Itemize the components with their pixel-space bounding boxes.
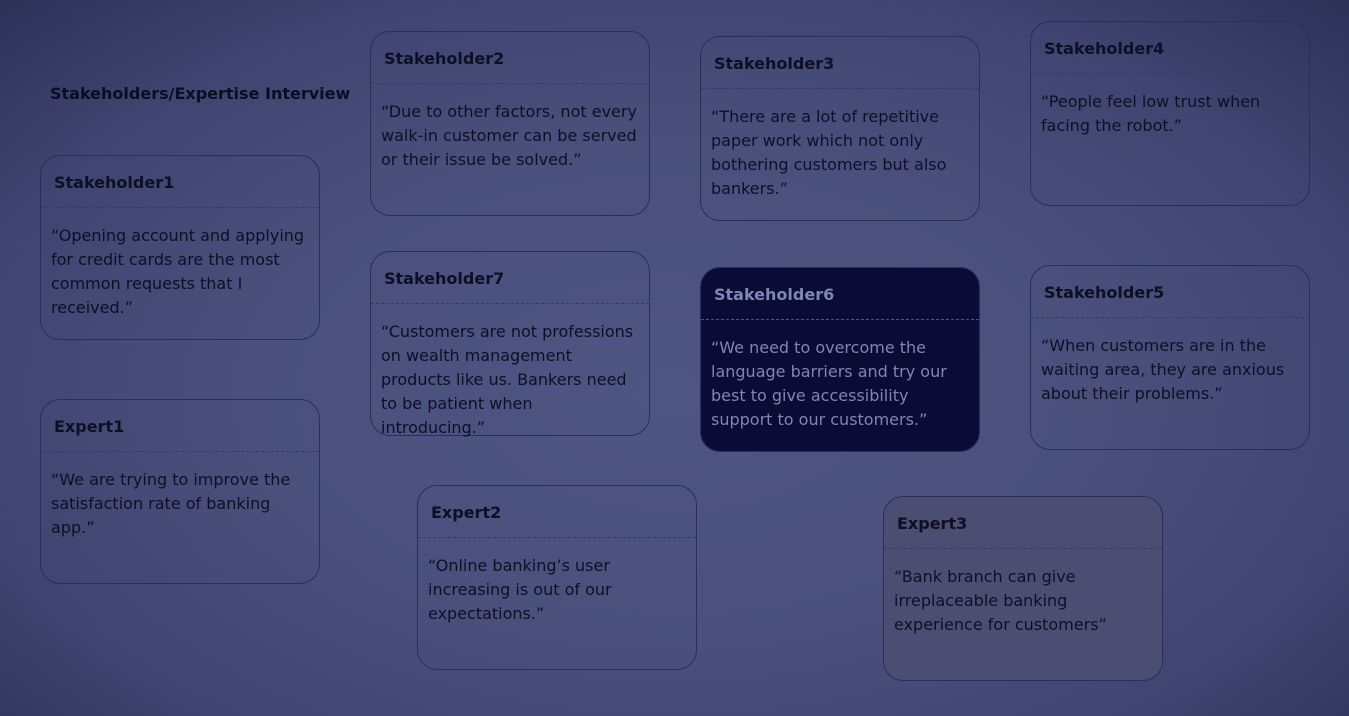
stakeholder3-card[interactable] <box>700 36 980 221</box>
card-title: Stakeholder1 <box>41 156 319 208</box>
card-title: Expert1 <box>41 400 319 452</box>
card-quote: “There are a lot of repetitive paper work which not only bothering customers but also bankers.” <box>711 107 947 198</box>
stakeholder1-card[interactable] <box>40 155 320 340</box>
card-title: Expert3 <box>884 497 1162 549</box>
card-quote: “We need to overcome the language barriers and try our best to give accessibility support to our customers.” <box>711 338 947 429</box>
stakeholder2-card[interactable] <box>370 31 650 216</box>
card-quote: “Due to other factors, not every walk-in customer can be served or their issue be solved.” <box>381 102 637 169</box>
expert3-card[interactable] <box>883 496 1163 681</box>
card-quote: “People feel low trust when facing the robot.” <box>1041 92 1261 135</box>
card-title: Stakeholder6 <box>701 268 979 320</box>
card-title: Stakeholder2 <box>371 32 649 84</box>
card-quote: “Bank branch can give irreplaceable banking experience for customers” <box>894 567 1107 634</box>
card-title: Expert2 <box>418 486 696 538</box>
card-title: Stakeholder4 <box>1031 22 1309 74</box>
card-quote: “Online banking’s user increasing is out of our expectations.” <box>428 556 612 623</box>
card-quote: “When customers are in the waiting area, they are anxious about their problems.” <box>1041 336 1285 403</box>
card-title: Stakeholder5 <box>1031 266 1309 318</box>
stakeholder5-card[interactable] <box>1030 265 1310 450</box>
stakeholder6-card[interactable] <box>700 267 980 452</box>
card-quote: “Customers are not professions on wealth management products like us. Bankers need to be patient when introducing.” <box>381 322 634 437</box>
card-quote: “We are trying to improve the satisfaction rate of banking app.” <box>51 470 291 537</box>
card-title: Stakeholder3 <box>701 37 979 89</box>
expert1-card[interactable] <box>40 399 320 584</box>
page-title: Stakeholders/Expertise Interview <box>50 84 351 103</box>
stakeholder7-card[interactable] <box>370 251 650 436</box>
stakeholder4-card[interactable] <box>1030 21 1310 206</box>
card-title: Stakeholder7 <box>371 252 649 304</box>
expert2-card[interactable] <box>417 485 697 670</box>
card-quote: “Opening account and applying for credit cards are the most common requests that I received.” <box>51 226 305 317</box>
